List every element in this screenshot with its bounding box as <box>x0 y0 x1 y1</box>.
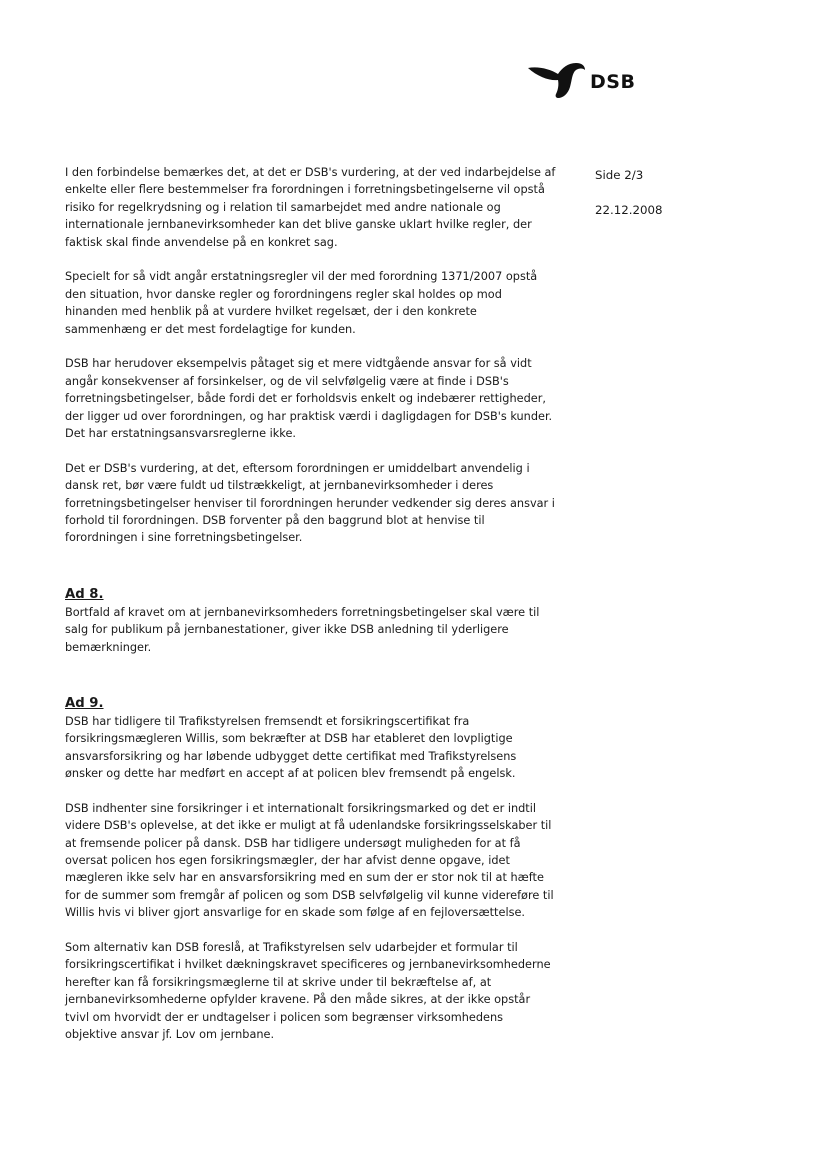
spacer <box>65 673 565 695</box>
text-line: ansvarsforsikring og har løbende udbygget dette certifikat med Trafikstyrelsens <box>65 749 517 763</box>
text-line: tvivl om hvorvidt der er undtagelser i policen som begrænser virksomhedens <box>65 1010 504 1024</box>
text-line: Willis hvis vi bliver gjort ansvarlige for en skade som følge af en fejloversættelse. <box>65 906 526 920</box>
text-line: internationale jernbanevirksomheder kan det blive ganske uklart hvilke regler, der <box>65 218 532 232</box>
text-line: forretningsbetingelser, både fordi det er forholdsvis enkelt og indebærer rettigheder, <box>65 392 546 406</box>
spacer <box>65 564 565 586</box>
page-meta <box>595 168 663 217</box>
paragraph-forsikringscertifikat <box>65 713 565 783</box>
text-line: forretningsbetingelser henviser til forordningen herunder vedkender sig deres ansvar i <box>65 496 555 510</box>
text-line: forhold til forordningen. DSB forventer på den baggrund blot at henvise til <box>65 514 485 528</box>
text-line: Som alternativ kan DSB foreslå, at Trafikstyrelsen selv udarbejder et formular til <box>65 940 518 954</box>
text-line: salg for publikum på jernbanestationer, giver ikke DSB anledning til yderligere <box>65 623 509 637</box>
paragraph-ad-8 <box>65 604 565 656</box>
text-line: mægleren ikke selv har en ansvarsforsikring med en sum der er stor nok til at hæfte <box>65 871 544 885</box>
text-line: angår konsekvenser af forsinkelser, og de vil selvfølgelig være at finde i DSB's <box>65 374 509 388</box>
paragraph-alternativ <box>65 939 565 1043</box>
text-line: forsikringscertifikat i hvilket dækningskravet specificeres og jernbanevirksomhederne <box>65 958 551 972</box>
text-line: videre DSB's oplevelse, at det ikke er muligt at få udenlandske forsikringsselskaber til <box>65 819 552 833</box>
letter-body <box>65 164 565 1061</box>
text-line: dansk ret, bør være fuldt ud tilstrækkeligt, at jernbanevirksomheder i deres <box>65 479 494 493</box>
text-line: den situation, hvor danske regler og forordningens regler skal holdes op mod <box>65 287 502 301</box>
text-line: herefter kan få forsikringsmæglerne til at skrive under til bekræftelse af, at <box>65 975 492 989</box>
text-line: hinanden med henblik på at vurdere hvilket regelsæt, der i den konkrete <box>65 305 477 319</box>
paragraph-erstatningsregler <box>65 268 565 338</box>
logo-text: DSB <box>590 71 636 93</box>
text-line: DSB har herudover eksempelvis påtaget sig et mere vidtgående ansvar for så vidt <box>65 357 532 371</box>
section-heading-ad-8: Ad 8. <box>65 587 104 603</box>
text-line: I den forbindelse bemærkes det, at det er DSB's vurdering, at der ved indarbejdelse af <box>65 166 556 179</box>
paragraph-vurdering <box>65 460 565 547</box>
text-line: at fremsende policer på dansk. DSB har tidligere undersøgt muligheden for at få <box>65 836 521 850</box>
text-line: Specielt for så vidt angår erstatningsregler vil der med forordning 1371/2007 opstå <box>65 270 538 284</box>
text-line: DSB har tidligere til Trafikstyrelsen fremsendt et forsikringscertifikat fra <box>65 714 470 728</box>
section-heading-ad-9: Ad 9. <box>65 696 104 712</box>
text-line: der ligger ud over forordningen, og har praktisk værdi i dagligdagen for DSB's kunder. <box>65 409 553 423</box>
dsb-wing-icon <box>528 60 586 100</box>
text-line: Det har erstatningsansvarsreglerne ikke. <box>65 427 296 441</box>
text-line: jernbanevirksomhederne opfylder kravene. På den måde sikres, at der ikke opstår <box>65 993 531 1007</box>
paragraph-regelkrydsning <box>65 164 565 251</box>
text-line: Det er DSB's vurdering, at det, eftersom forordningen er umiddelbart anvendelig i <box>65 461 530 475</box>
text-line: risiko for regelkrydsning og i relation til samarbejdet med andre nationale og <box>65 200 501 214</box>
text-line: ønsker og dette har medført en accept af at policen blev fremsendt på engelsk. <box>65 766 516 780</box>
dsb-logo <box>528 60 635 100</box>
text-line: forordningen i sine forretningsbetingelser. <box>65 531 303 545</box>
text-line: bemærkninger. <box>65 640 152 654</box>
text-line: objektive ansvar jf. Lov om jernbane. <box>65 1027 275 1041</box>
text-line: sammenhæng er det mest fordelagtige for kunden. <box>65 322 356 336</box>
page-number: Side 2/3 <box>595 168 644 182</box>
text-line: for de summer som fremgår af policen og som DSB selvfølgelig vil kunne videreføre til <box>65 888 554 902</box>
text-line: forsikringsmægleren Willis, som bekræfter at DSB har etableret den lovpligtige <box>65 732 513 746</box>
paragraph-forsinkelser <box>65 355 565 442</box>
text-line: DSB indhenter sine forsikringer i et internationalt forsikringsmarked og det er indtil <box>65 801 537 815</box>
text-line: oversat policen hos egen forsikringsmægler, der har afvist denne opgave, idet <box>65 853 510 867</box>
paragraph-forsikringsmarked <box>65 800 565 922</box>
text-line: Bortfald af kravet om at jernbanevirksomheders forretningsbetingelser skal være til <box>65 605 540 619</box>
text-line: faktisk skal finde anvendelse på en konkret sag. <box>65 235 338 249</box>
text-line: enkelte eller flere bestemmelser fra forordningen i forretningsbetingelserne vil opstå <box>65 183 545 197</box>
letter-date: 22.12.2008 <box>595 203 663 217</box>
